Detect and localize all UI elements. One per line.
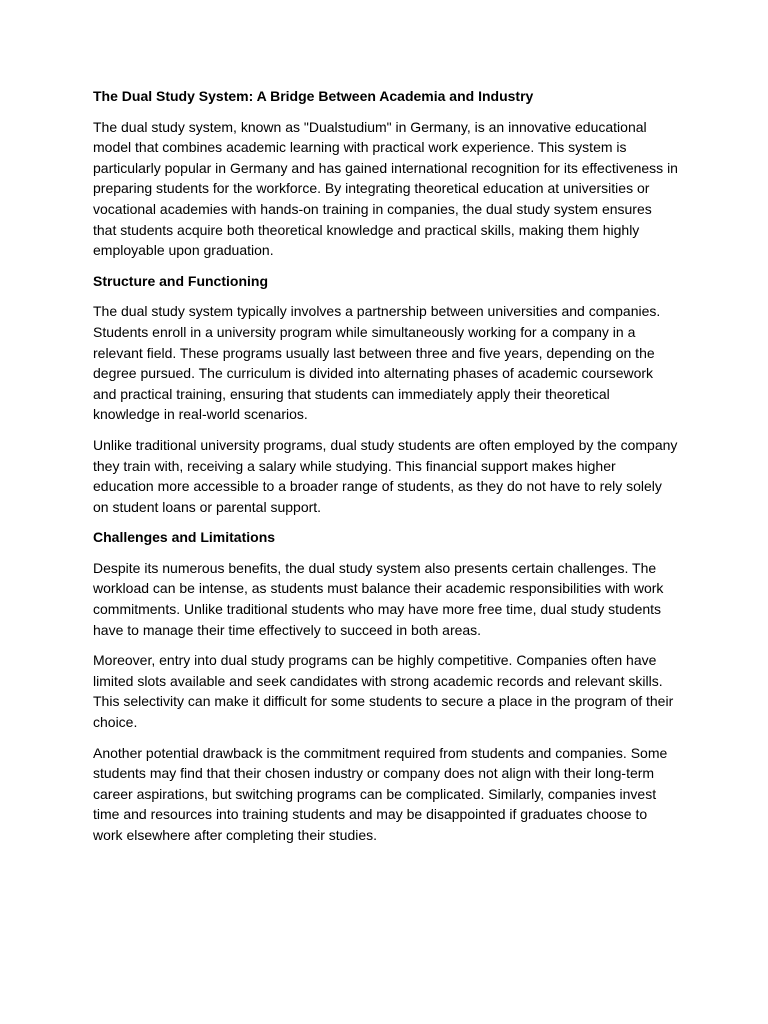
section-heading-challenges: Challenges and Limitations (93, 529, 276, 546)
section-paragraph: Moreover, entry into dual study programs can be highly competitive. Companies often have limited slots available and seek candidates with strong academic records and relevant skills. This selectivity can make it difficult for some students to secure a place in the program of their choice. (93, 652, 674, 731)
section-paragraph: The dual study system typically involves a partnership between universities and companies. Students enroll in a university program while simultaneously working for a company in a relevant field. These programs usually last between three and five years, depending on the degree pursued. The curriculum is divided into alternating phases of academic coursework and practical training, ensuring that students can immediately apply their theoretical knowledge in real-world scenarios. (93, 303, 661, 423)
intro-paragraph: The dual study system, known as "Dualstudium" in Germany, is an innovative educational model that combines academic learning with practical work experience. This system is particularly popular in Germany and has gained international recognition for its effectiveness in preparing students for the workforce. By integrating theoretical education at universities or vocational academies with hands-on training in companies, the dual study system ensures that students acquire both theoretical knowledge and practical skills, making them highly employable upon graduation. (93, 118, 678, 259)
section-paragraph: Unlike traditional university programs, dual study students are often employed by the company they train with, receiving a salary while studying. This financial support makes higher education more accessible to a broader range of students, as they do not have to rely solely on student loans or parental support. (93, 436, 678, 515)
document-body (93, 86, 678, 856)
section-paragraph: Despite its numerous benefits, the dual study system also presents certain challenges. The workload can be intense, as students must balance their academic responsibilities with work commitments. Unlike traditional students who may have more free time, dual study students have to manage their time effectively to succeed in both areas. (93, 559, 664, 638)
section-paragraph: Another potential drawback is the commitment required from students and companies. Some students may find that their chosen industry or company does not align with their long-term career aspirations, but switching programs can be complicated. Similarly, companies invest time and resources into training students and may be disappointed if graduates choose to work elsewhere after completing their studies. (93, 744, 668, 843)
section-heading-structure: Structure and Functioning (93, 272, 268, 289)
document-title: The Dual Study System: A Bridge Between Academia and Industry (93, 88, 534, 104)
